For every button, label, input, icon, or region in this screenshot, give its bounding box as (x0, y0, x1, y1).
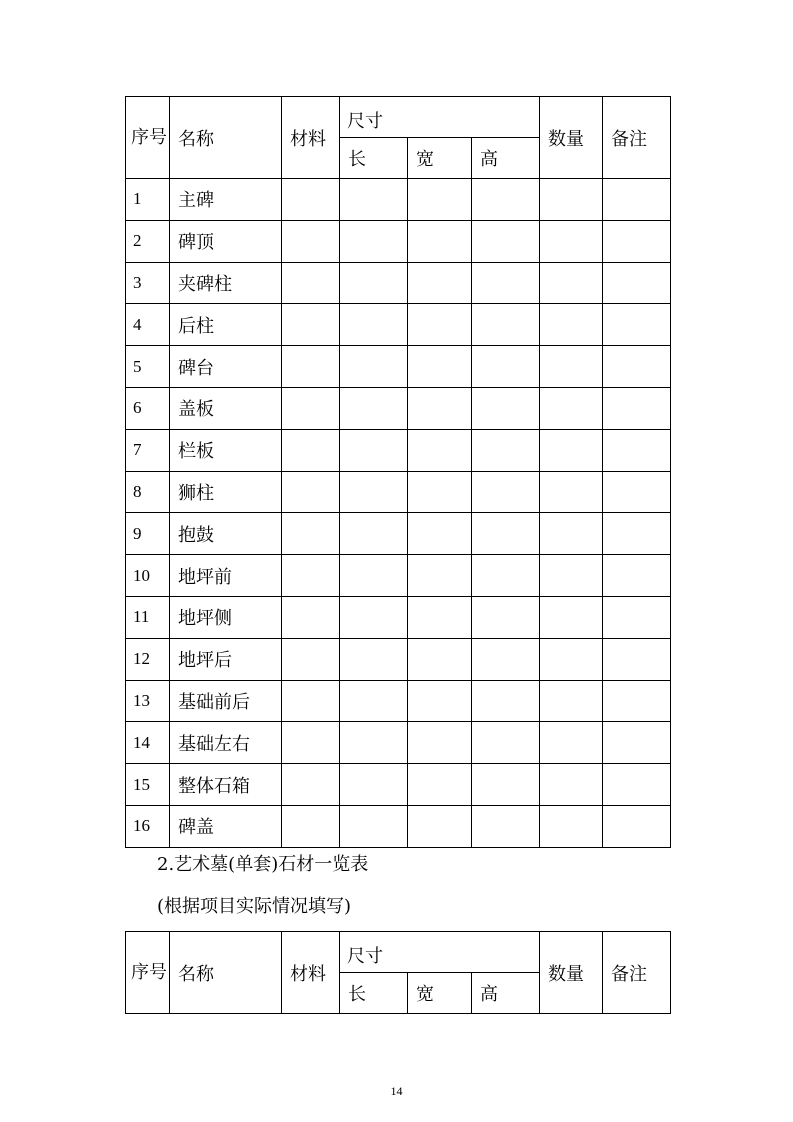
length-cell[interactable] (340, 680, 408, 722)
length-cell[interactable] (340, 304, 408, 346)
row-name: 地坪前 (170, 555, 282, 597)
height-cell[interactable] (472, 555, 540, 597)
stone-list-table-1 (125, 96, 671, 848)
length-cell[interactable] (340, 179, 408, 221)
table-row (126, 220, 671, 262)
note-cell[interactable] (603, 220, 671, 262)
section-note: (根据项目实际情况填写) (157, 896, 352, 917)
height-cell[interactable] (472, 262, 540, 304)
material-cell[interactable] (282, 304, 340, 346)
quantity-cell[interactable] (540, 764, 603, 806)
material-cell[interactable] (282, 513, 340, 555)
header-height: 高 (472, 138, 540, 179)
quantity-cell[interactable] (540, 262, 603, 304)
table-row (126, 304, 671, 346)
height-cell[interactable] (472, 387, 540, 429)
width-cell[interactable] (408, 220, 472, 262)
row-name: 抱鼓 (170, 513, 282, 555)
note-cell[interactable] (603, 638, 671, 680)
length-cell[interactable] (340, 429, 408, 471)
header-name: 名称 (170, 932, 282, 1014)
row-name: 基础左右 (170, 722, 282, 764)
material-cell[interactable] (282, 555, 340, 597)
note-cell[interactable] (603, 764, 671, 806)
table-row (126, 722, 671, 764)
quantity-cell[interactable] (540, 638, 603, 680)
quantity-cell[interactable] (540, 680, 603, 722)
length-cell[interactable] (340, 596, 408, 638)
width-cell[interactable] (408, 179, 472, 221)
quantity-cell[interactable] (540, 471, 603, 513)
row-name: 栏板 (170, 429, 282, 471)
row-name: 后柱 (170, 304, 282, 346)
length-cell[interactable] (340, 471, 408, 513)
height-cell[interactable] (472, 805, 540, 847)
row-index: 5 (126, 346, 170, 388)
width-cell[interactable] (408, 513, 472, 555)
header-size: 尺寸 (340, 97, 540, 138)
material-cell[interactable] (282, 429, 340, 471)
row-name: 主碑 (170, 179, 282, 221)
table-row (126, 764, 671, 806)
table-row (126, 513, 671, 555)
note-cell[interactable] (603, 304, 671, 346)
row-index: 7 (126, 429, 170, 471)
row-index: 8 (126, 471, 170, 513)
height-cell[interactable] (472, 596, 540, 638)
note-cell[interactable] (603, 722, 671, 764)
row-name: 整体石箱 (170, 764, 282, 806)
stone-list-table-2 (125, 931, 671, 1014)
header-row (126, 97, 671, 138)
table-body (126, 179, 671, 848)
length-cell[interactable] (340, 387, 408, 429)
height-cell[interactable] (472, 638, 540, 680)
material-cell[interactable] (282, 387, 340, 429)
material-cell[interactable] (282, 638, 340, 680)
row-name: 碑盖 (170, 805, 282, 847)
row-index: 9 (126, 513, 170, 555)
note-cell[interactable] (603, 262, 671, 304)
length-cell[interactable] (340, 638, 408, 680)
width-cell[interactable] (408, 471, 472, 513)
material-cell[interactable] (282, 722, 340, 764)
header-width: 宽 (408, 138, 472, 179)
height-cell[interactable] (472, 346, 540, 388)
row-index: 14 (126, 722, 170, 764)
material-cell[interactable] (282, 220, 340, 262)
width-cell[interactable] (408, 387, 472, 429)
note-cell[interactable] (603, 555, 671, 597)
header-quantity: 数量 (540, 932, 603, 1014)
width-cell[interactable] (408, 805, 472, 847)
header-material: 材料 (282, 932, 340, 1014)
row-index: 1 (126, 179, 170, 221)
length-cell[interactable] (340, 722, 408, 764)
width-cell[interactable] (408, 262, 472, 304)
length-cell[interactable] (340, 220, 408, 262)
table-row (126, 179, 671, 221)
height-cell[interactable] (472, 220, 540, 262)
row-name: 地坪侧 (170, 596, 282, 638)
table-row (126, 387, 671, 429)
quantity-cell[interactable] (540, 722, 603, 764)
row-index: 10 (126, 555, 170, 597)
row-index: 6 (126, 387, 170, 429)
length-cell[interactable] (340, 346, 408, 388)
table-row (126, 262, 671, 304)
row-name: 碑顶 (170, 220, 282, 262)
row-index: 15 (126, 764, 170, 806)
quantity-cell[interactable] (540, 304, 603, 346)
row-name: 地坪后 (170, 638, 282, 680)
note-cell[interactable] (603, 471, 671, 513)
note-cell[interactable] (603, 179, 671, 221)
row-index: 2 (126, 220, 170, 262)
quantity-cell[interactable] (540, 346, 603, 388)
header-name: 名称 (170, 97, 282, 179)
height-cell[interactable] (472, 513, 540, 555)
material-cell[interactable] (282, 596, 340, 638)
quantity-cell[interactable] (540, 596, 603, 638)
section-title: 2.艺术墓(单套)石材一览表 (157, 854, 369, 875)
quantity-cell[interactable] (540, 513, 603, 555)
row-name: 夹碑柱 (170, 262, 282, 304)
length-cell[interactable] (340, 513, 408, 555)
quantity-cell[interactable] (540, 805, 603, 847)
height-cell[interactable] (472, 764, 540, 806)
width-cell[interactable] (408, 680, 472, 722)
row-index: 3 (126, 262, 170, 304)
table-row (126, 471, 671, 513)
page-number: 14 (390, 1084, 403, 1098)
width-cell[interactable] (408, 722, 472, 764)
width-cell[interactable] (408, 346, 472, 388)
table-row (126, 346, 671, 388)
quantity-cell[interactable] (540, 387, 603, 429)
material-cell[interactable] (282, 179, 340, 221)
note-cell[interactable] (603, 429, 671, 471)
row-index: 4 (126, 304, 170, 346)
header-index: 序号 (126, 932, 170, 1014)
length-cell[interactable] (340, 262, 408, 304)
row-index: 12 (126, 638, 170, 680)
length-cell[interactable] (340, 555, 408, 597)
height-cell[interactable] (472, 722, 540, 764)
height-cell[interactable] (472, 304, 540, 346)
row-index: 11 (126, 596, 170, 638)
header-length: 长 (340, 973, 408, 1014)
header-quantity: 数量 (540, 97, 603, 179)
width-cell[interactable] (408, 304, 472, 346)
width-cell[interactable] (408, 555, 472, 597)
row-index: 13 (126, 680, 170, 722)
material-cell[interactable] (282, 764, 340, 806)
table-row (126, 596, 671, 638)
row-name: 盖板 (170, 387, 282, 429)
length-cell[interactable] (340, 764, 408, 806)
quantity-cell[interactable] (540, 429, 603, 471)
length-cell[interactable] (340, 805, 408, 847)
table-row (126, 638, 671, 680)
row-name: 基础前后 (170, 680, 282, 722)
width-cell[interactable] (408, 638, 472, 680)
header-width: 宽 (408, 973, 472, 1014)
height-cell[interactable] (472, 471, 540, 513)
table-row (126, 429, 671, 471)
note-cell[interactable] (603, 346, 671, 388)
note-cell[interactable] (603, 680, 671, 722)
note-cell[interactable] (603, 513, 671, 555)
width-cell[interactable] (408, 596, 472, 638)
table-row (126, 555, 671, 597)
header-height: 高 (472, 973, 540, 1014)
quantity-cell[interactable] (540, 555, 603, 597)
height-cell[interactable] (472, 429, 540, 471)
quantity-cell[interactable] (540, 220, 603, 262)
row-name: 碑台 (170, 346, 282, 388)
table-row (126, 680, 671, 722)
height-cell[interactable] (472, 179, 540, 221)
material-cell[interactable] (282, 262, 340, 304)
material-cell[interactable] (282, 471, 340, 513)
height-cell[interactable] (472, 680, 540, 722)
width-cell[interactable] (408, 764, 472, 806)
row-index: 16 (126, 805, 170, 847)
header-length: 长 (340, 138, 408, 179)
header-size: 尺寸 (340, 932, 540, 973)
note-cell[interactable] (603, 805, 671, 847)
width-cell[interactable] (408, 429, 472, 471)
note-cell[interactable] (603, 596, 671, 638)
material-cell[interactable] (282, 805, 340, 847)
header-note: 备注 (603, 97, 671, 179)
header-row (126, 932, 671, 973)
material-cell[interactable] (282, 346, 340, 388)
material-cell[interactable] (282, 680, 340, 722)
header-note: 备注 (603, 932, 671, 1014)
row-name: 狮柱 (170, 471, 282, 513)
quantity-cell[interactable] (540, 179, 603, 221)
header-material: 材料 (282, 97, 340, 179)
table-row (126, 805, 671, 847)
note-cell[interactable] (603, 387, 671, 429)
header-index: 序号 (126, 97, 170, 179)
